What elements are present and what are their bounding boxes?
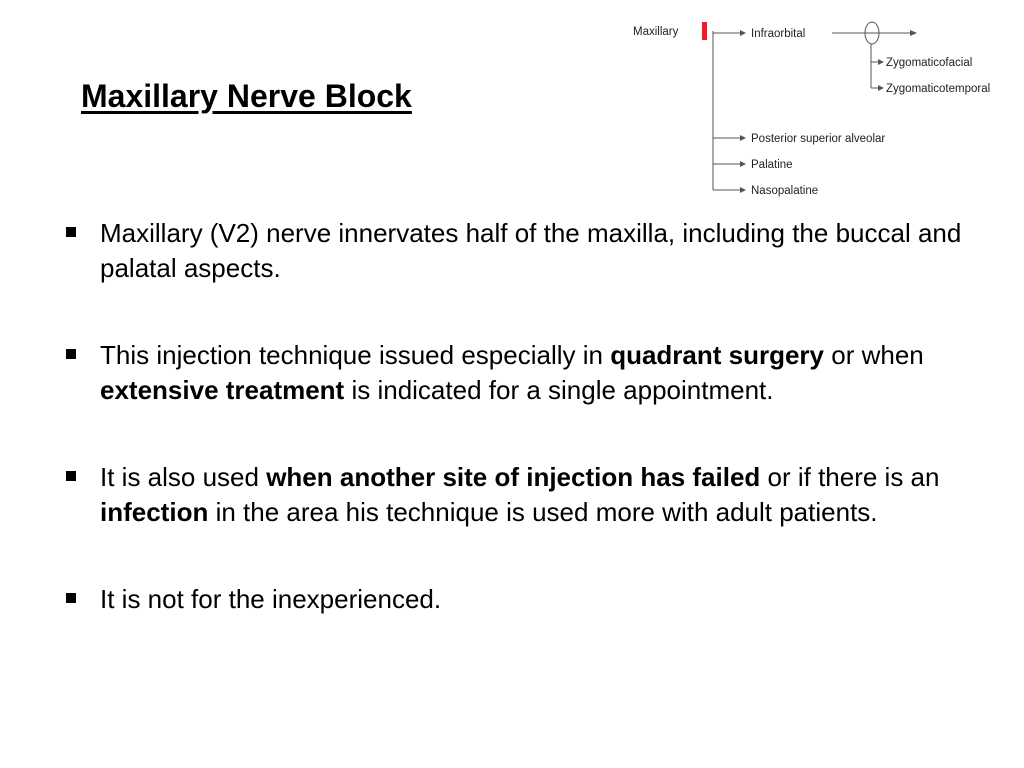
square-bullet-icon	[66, 227, 76, 237]
diagram-branch-label-palatine: Palatine	[751, 159, 793, 171]
diagram-branch-label-posterior-superior-alveolar: Posterior superior alveolar	[751, 133, 886, 145]
square-bullet-icon	[66, 593, 76, 603]
diagram-root-marker	[702, 22, 707, 40]
bullet-item	[62, 338, 992, 408]
bullet-text-segment: is indicated for a single appointment.	[344, 375, 774, 405]
diagram-branch-label-nasopalatine: Nasopalatine	[751, 185, 819, 197]
bullet-item	[62, 216, 992, 286]
bullet-bold-segment: when another site of injection has failed	[266, 462, 761, 492]
slide-title: Maxillary Nerve Block	[81, 78, 412, 114]
bullet-item	[62, 582, 992, 617]
diagram-root-label: Maxillary	[633, 26, 679, 38]
diagram-branch-label-zygomaticotemporal: Zygomaticotemporal	[886, 83, 991, 95]
diagram-branch-label-zygomaticofacial: Zygomaticofacial	[886, 57, 973, 69]
bullet-bold-segment: extensive treatment	[100, 375, 345, 405]
square-bullet-icon	[66, 471, 76, 481]
diagram-branch-label-infraorbital: Infraorbital	[751, 28, 806, 40]
bullet-list	[62, 216, 992, 669]
bullet-bold-segment: quadrant surgery	[610, 340, 825, 370]
bullet-text: It is not for the inexperienced.	[100, 584, 442, 614]
bullet-bold-segment: infection	[100, 497, 209, 527]
diagram-background	[622, 0, 1022, 208]
nerve-diagram-svg	[622, 0, 1022, 208]
nerve-branch-diagram	[622, 0, 1022, 208]
bullet-text-segment: or when	[824, 340, 924, 370]
bullet-text-segment: It is also used	[100, 462, 267, 492]
bullet-text-segment: in the area his technique is used more with adult patients.	[208, 497, 878, 527]
bullet-text: Maxillary (V2) nerve innervates half of the maxilla, including the buccal and palatal aspects.	[100, 218, 962, 283]
square-bullet-icon	[66, 349, 76, 359]
bullet-item	[62, 460, 992, 530]
bullet-text-segment: This injection technique issued especially in	[100, 340, 611, 370]
bullet-text-segment: or if there is an	[760, 462, 940, 492]
